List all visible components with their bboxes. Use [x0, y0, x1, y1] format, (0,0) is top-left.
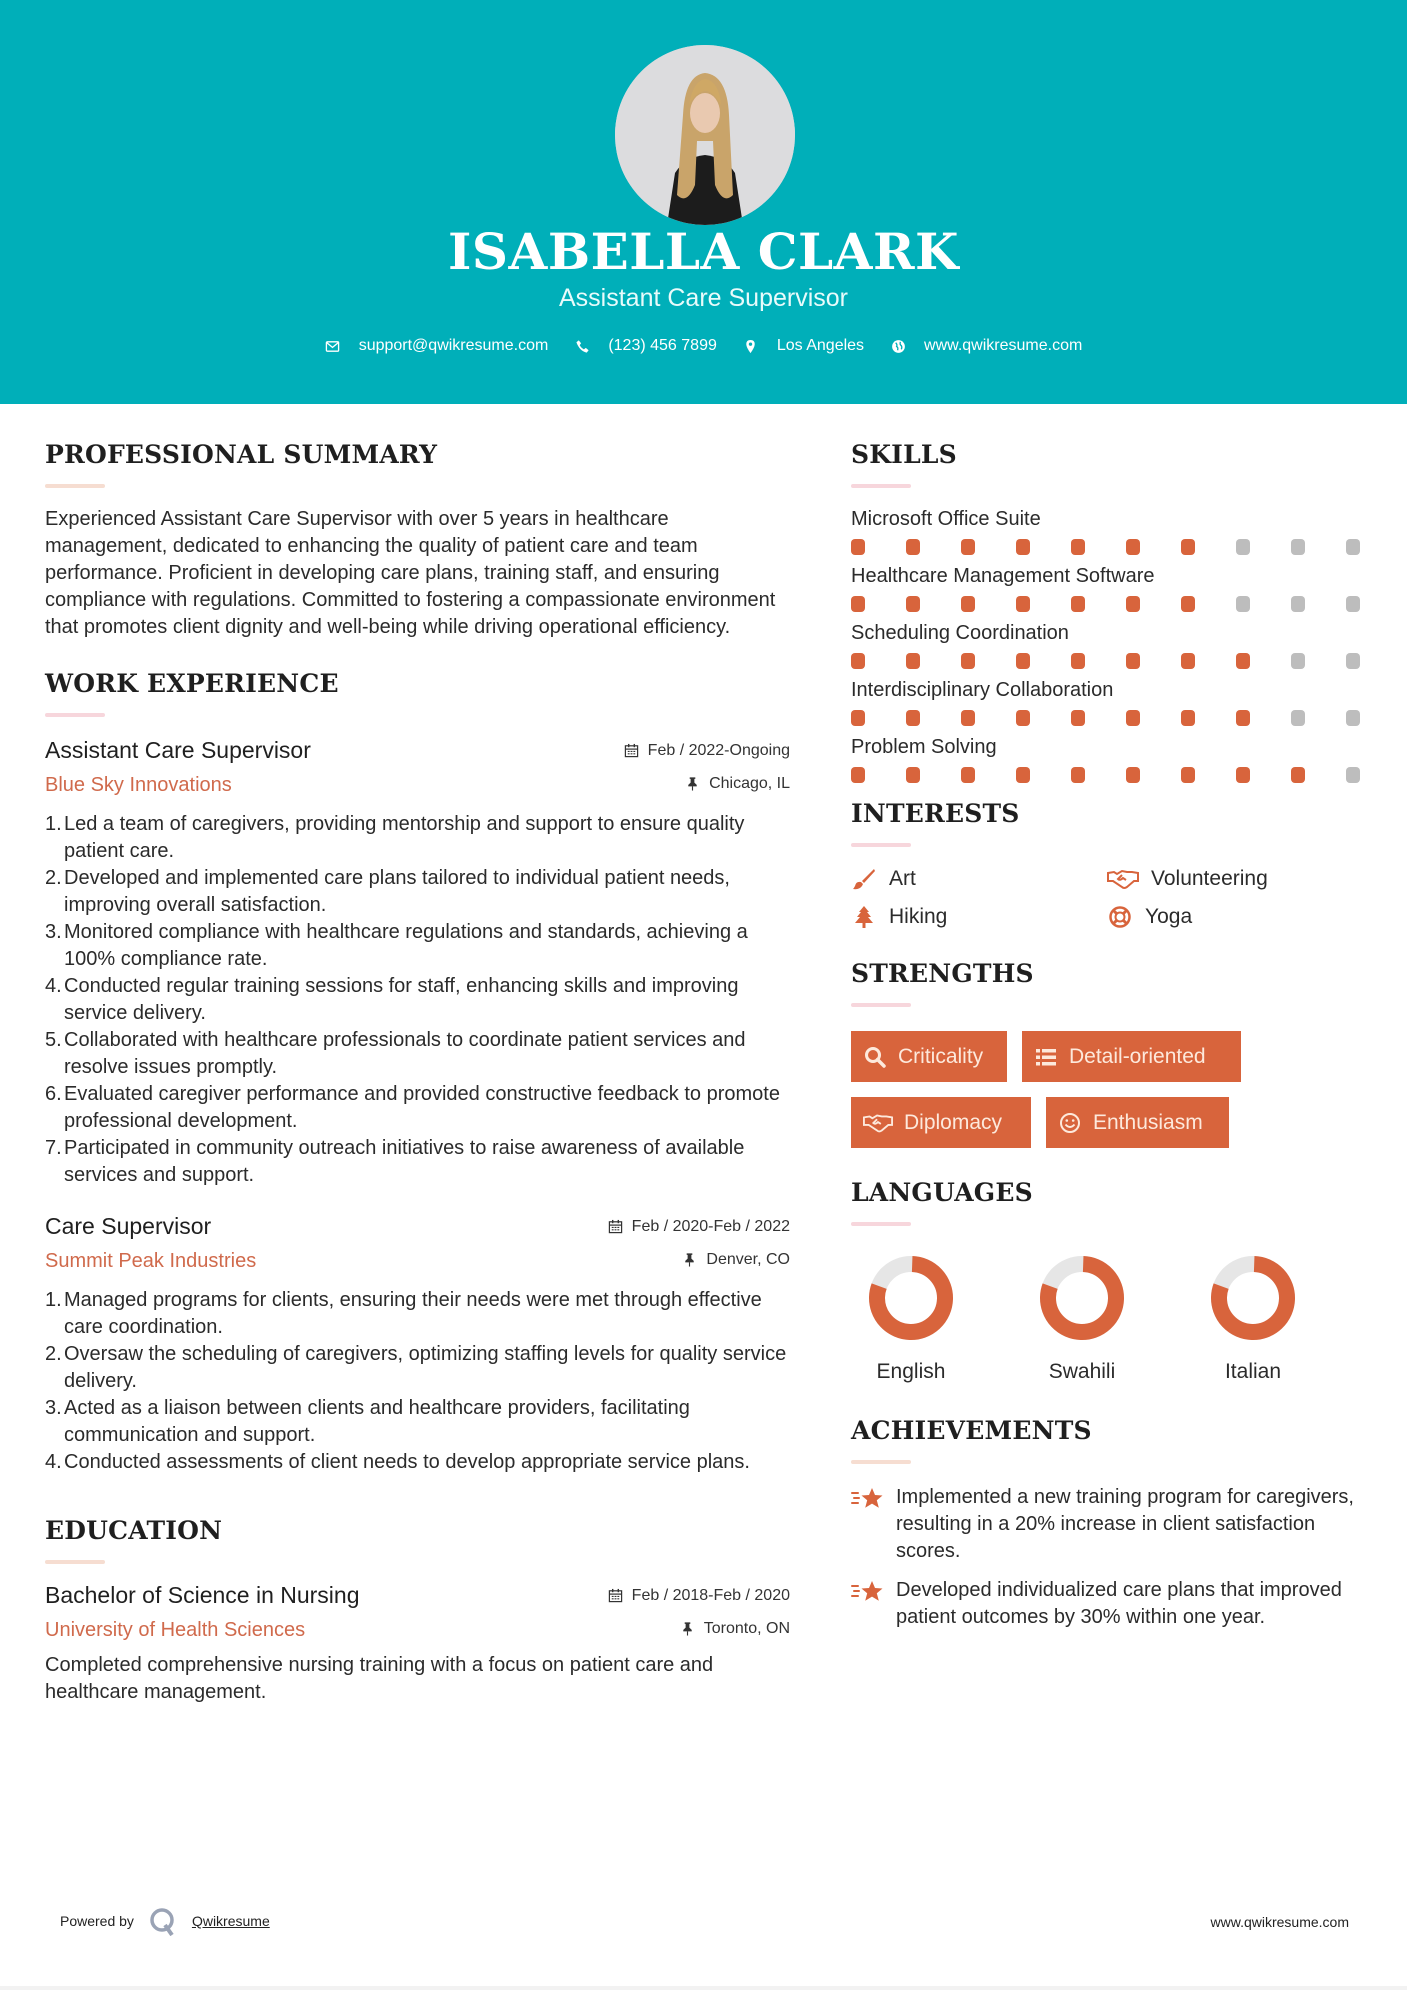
- rating-dot-filled: [906, 539, 920, 555]
- section-divider: [45, 1560, 105, 1564]
- rating-dot-empty: [1236, 596, 1250, 612]
- achievement-text: Implemented a new training program for caregivers, resulting in a 20% increase in client satisfaction scores.: [896, 1486, 1354, 1562]
- rating-dot-filled: [1181, 539, 1195, 555]
- strength-label: Detail-oriented: [1069, 1044, 1206, 1068]
- skill-name: Problem Solving: [851, 736, 997, 758]
- summary-text: Experienced Assistant Care Supervisor with over 5 years in healthcare management, dedicated to enhancing the quality of patient care and team performance. Proficient in developing care plans, training staff, and ensuring compliance with regulations. Committed to fostering a compassionate environment that promotes client dignity and well-being while driving operational efficiency.: [45, 508, 776, 638]
- experience-section: [45, 669, 790, 1476]
- rating-dot-empty: [1346, 767, 1360, 783]
- language-item: [851, 1254, 1022, 1384]
- rating-dot-filled: [1071, 596, 1085, 612]
- rating-dot-empty: [1346, 710, 1360, 726]
- bullet-item: 1. Led a team of caregivers, providing mentorship and support to ensure quality patient care.: [45, 813, 745, 862]
- interest-label: Volunteering: [1151, 867, 1268, 890]
- skill-rating: [851, 539, 1371, 555]
- rating-dot-filled: [961, 539, 975, 555]
- interest-label: Hiking: [889, 905, 948, 928]
- smile-icon: [1058, 1111, 1082, 1135]
- job-entry: [45, 737, 790, 1189]
- strength-badge: [1046, 1097, 1229, 1148]
- education-description: Completed comprehensive nursing training with a focus on patient care and healthcare management.: [45, 1654, 714, 1703]
- skill-name: Microsoft Office Suite: [851, 508, 1041, 530]
- contact-email-text: support@qwikresume.com: [358, 337, 549, 354]
- rating-dot-filled: [851, 710, 865, 726]
- achievement-item: [851, 1577, 1371, 1631]
- interests-grid: [851, 867, 1371, 929]
- strength-badge: [851, 1097, 1031, 1148]
- achievements-section: [851, 1416, 1371, 1631]
- job-location: [685, 775, 790, 793]
- interests-section: [851, 799, 1371, 929]
- bullet-item: 3. Monitored compliance with healthcare regulations and standards, achieving a 100% compliance rate.: [45, 921, 748, 970]
- job-dates: [608, 1218, 790, 1236]
- achievement-item: [851, 1484, 1371, 1565]
- degree-title: Bachelor of Science in Nursing: [45, 1582, 360, 1608]
- strength-label: Enthusiasm: [1093, 1110, 1203, 1134]
- job-location-text: Denver, CO: [706, 1251, 790, 1268]
- experience-title: WORK EXPERIENCE: [45, 669, 339, 698]
- bullet-item: 2. Oversaw the scheduling of caregivers, optimizing staffing levels for quality service delivery.: [45, 1343, 787, 1392]
- interest-label: Art: [889, 867, 916, 890]
- education-title: EDUCATION: [45, 1516, 223, 1545]
- page-bottom-edge: [0, 1986, 1407, 1990]
- job-company: Blue Sky Innovations: [45, 774, 232, 796]
- calendar-icon: [624, 743, 640, 759]
- search-icon: [863, 1045, 887, 1069]
- rating-dot-filled: [1071, 710, 1085, 726]
- star-icon: [851, 1484, 885, 1514]
- skill-rating: [851, 596, 1371, 612]
- education-location-text: Toronto, ON: [703, 1620, 790, 1637]
- rating-dot-filled: [851, 596, 865, 612]
- strengths-list: [851, 1031, 1291, 1148]
- language-name: Italian: [1224, 1360, 1282, 1383]
- rating-dot-filled: [1126, 767, 1140, 783]
- skill-rating: [851, 767, 1371, 783]
- pushpin-icon: [685, 776, 701, 792]
- skill-rating: [851, 653, 1371, 669]
- qwikresume-logo-icon: [148, 1906, 178, 1936]
- summary-title: PROFESSIONAL SUMMARY: [45, 440, 438, 469]
- contact-website[interactable]: [890, 337, 1082, 355]
- profile-photo-image: [615, 45, 795, 225]
- strengths-section: [851, 959, 1371, 1148]
- skill-name: Scheduling Coordination: [851, 622, 1069, 644]
- rating-dot-filled: [1181, 596, 1195, 612]
- bullet-item: 1. Managed programs for clients, ensuring their needs were met through effective care coordination.: [45, 1289, 762, 1338]
- rating-dot-filled: [1126, 596, 1140, 612]
- skill-name: Interdisciplinary Collaboration: [851, 679, 1114, 701]
- education-dates-text: Feb / 2018-Feb / 2020: [631, 1587, 790, 1604]
- job-location-text: Chicago, IL: [709, 775, 790, 792]
- education-entry: [45, 1582, 790, 1706]
- rating-dot-filled: [1181, 653, 1195, 669]
- achievement-text: Developed individualized care plans that improved patient outcomes by 30% within one year.: [896, 1579, 1342, 1628]
- rating-dot-filled: [851, 767, 865, 783]
- interest-item: [851, 905, 1107, 929]
- section-divider: [851, 1460, 911, 1464]
- rating-dot-filled: [851, 653, 865, 669]
- rating-dot-filled: [1016, 710, 1030, 726]
- rating-dot-empty: [1291, 596, 1305, 612]
- rating-dot-filled: [1126, 539, 1140, 555]
- candidate-role: Assistant Care Supervisor: [558, 284, 848, 312]
- achievements-title: ACHIEVEMENTS: [851, 1416, 1092, 1445]
- rating-dot-filled: [1071, 653, 1085, 669]
- contact-email[interactable]: [325, 337, 549, 355]
- powered-by-label: Powered by: [60, 1913, 134, 1929]
- pushpin-icon: [682, 1252, 698, 1268]
- summary-section: [45, 440, 790, 641]
- rating-dot-empty: [1346, 653, 1360, 669]
- right-column: [851, 440, 1371, 1643]
- skill-name: Healthcare Management Software: [851, 565, 1155, 587]
- handshake-icon: [1107, 867, 1139, 891]
- rating-dot-filled: [1071, 767, 1085, 783]
- contact-phone[interactable]: [574, 337, 717, 355]
- interest-label: Yoga: [1145, 905, 1193, 928]
- job-title: Care Supervisor: [45, 1213, 212, 1239]
- calendar-icon: [608, 1219, 624, 1235]
- bullet-item: 5. Collaborated with healthcare professionals to coordinate patient services and resolve issues promptly.: [45, 1029, 746, 1078]
- languages-section: [851, 1178, 1371, 1384]
- header-band: [0, 0, 1407, 404]
- rating-dot-filled: [906, 653, 920, 669]
- tree-icon: [851, 905, 877, 929]
- section-divider: [45, 713, 105, 717]
- bullet-item: 7. Participated in community outreach initiatives to raise awareness of available services and support.: [45, 1137, 745, 1186]
- skill-rating: [851, 710, 1371, 726]
- rating-dot-filled: [961, 596, 975, 612]
- strength-badge: [1022, 1031, 1241, 1082]
- contact-location: [743, 337, 864, 355]
- language-donut-chart: [1209, 1254, 1297, 1342]
- contact-phone-text: (123) 456 7899: [608, 337, 717, 354]
- footer-website-link[interactable]: www.qwikresume.com: [1210, 1914, 1349, 1930]
- rating-dot-filled: [961, 767, 975, 783]
- strength-label: Diplomacy: [904, 1110, 1003, 1134]
- globe-icon: [890, 338, 906, 354]
- rating-dot-filled: [1016, 596, 1030, 612]
- section-divider: [45, 484, 105, 488]
- rating-dot-filled: [1236, 653, 1250, 669]
- rating-dot-filled: [1236, 710, 1250, 726]
- rating-dot-empty: [1346, 539, 1360, 555]
- qwikresume-link[interactable]: Qwikresume: [191, 1913, 270, 1929]
- education-section: [45, 1516, 790, 1706]
- rating-dot-filled: [1126, 653, 1140, 669]
- section-divider: [851, 1003, 911, 1007]
- job-title: Assistant Care Supervisor: [45, 737, 311, 763]
- bullet-item: 4. Conducted assessments of client needs to develop appropriate service plans.: [45, 1451, 750, 1473]
- rating-dot-filled: [1016, 653, 1030, 669]
- powered-by: [60, 1906, 270, 1936]
- envelope-icon: [325, 338, 341, 354]
- bullet-item: 2. Developed and implemented care plans tailored to individual patient needs, improving overall satisfaction.: [45, 867, 730, 916]
- education-location: [680, 1620, 790, 1638]
- paintbrush-icon: [851, 867, 877, 891]
- life-ring-icon: [1107, 905, 1133, 929]
- rating-dot-filled: [906, 767, 920, 783]
- pushpin-icon: [680, 1621, 696, 1637]
- phone-icon: [574, 338, 590, 354]
- language-name: Swahili: [1048, 1360, 1116, 1383]
- candidate-name: ISABELLA CLARK: [448, 222, 959, 281]
- rating-dot-filled: [906, 710, 920, 726]
- job-dates-text: Feb / 2020-Feb / 2022: [631, 1218, 790, 1235]
- strength-label: Criticality: [898, 1044, 984, 1068]
- section-divider: [851, 484, 911, 488]
- rating-dot-filled: [1181, 710, 1195, 726]
- interest-item: [1107, 867, 1347, 891]
- job-dates-text: Feb / 2022-Ongoing: [647, 742, 790, 759]
- job-entry: [45, 1213, 790, 1476]
- rating-dot-empty: [1291, 710, 1305, 726]
- job-location: [682, 1251, 790, 1269]
- rating-dot-filled: [851, 539, 865, 555]
- profile-photo: [615, 45, 795, 225]
- bullet-item: 6. Evaluated caregiver performance and provided constructive feedback to promote professional development.: [45, 1083, 780, 1132]
- language-donut-chart: [867, 1254, 955, 1342]
- language-item: [1193, 1254, 1364, 1384]
- rating-dot-filled: [1016, 539, 1030, 555]
- contact-location-text: Los Angeles: [776, 337, 865, 354]
- star-icon: [851, 1577, 885, 1607]
- interest-item: [1107, 905, 1347, 929]
- map-marker-icon: [743, 338, 759, 354]
- job-bullets: [45, 1287, 790, 1476]
- contact-row: [0, 337, 1407, 355]
- bullet-item: 3. Acted as a liaison between clients and healthcare providers, facilitating communication and support.: [45, 1397, 690, 1446]
- rating-dot-filled: [906, 596, 920, 612]
- left-column: [45, 440, 790, 1706]
- languages-title: LANGUAGES: [851, 1178, 1033, 1207]
- strengths-title: STRENGTHS: [851, 959, 1034, 988]
- rating-dot-filled: [1291, 767, 1305, 783]
- job-dates: [624, 742, 790, 760]
- language-name: English: [876, 1360, 946, 1383]
- interest-item: [851, 867, 1107, 891]
- strength-badge: [851, 1031, 1007, 1082]
- interests-title: INTERESTS: [851, 799, 1020, 828]
- contact-website-text: www.qwikresume.com: [924, 337, 1083, 354]
- rating-dot-empty: [1346, 596, 1360, 612]
- rating-dot-filled: [1236, 767, 1250, 783]
- list-icon: [1034, 1045, 1058, 1069]
- rating-dot-filled: [1016, 767, 1030, 783]
- section-divider: [851, 1222, 911, 1226]
- rating-dot-filled: [961, 710, 975, 726]
- handshake-icon: [863, 1111, 893, 1135]
- footer: [0, 1900, 1407, 1940]
- rating-dot-empty: [1236, 539, 1250, 555]
- languages-list: [851, 1254, 1371, 1384]
- rating-dot-empty: [1291, 653, 1305, 669]
- bullet-item: 4. Conducted regular training sessions for staff, enhancing skills and improving service delivery.: [45, 975, 739, 1024]
- rating-dot-filled: [1071, 539, 1085, 555]
- language-item: [1022, 1254, 1193, 1384]
- calendar-icon: [608, 1588, 624, 1604]
- rating-dot-filled: [961, 653, 975, 669]
- section-divider: [851, 843, 911, 847]
- skills-title: SKILLS: [851, 440, 957, 469]
- rating-dot-filled: [1126, 710, 1140, 726]
- language-donut-chart: [1038, 1254, 1126, 1342]
- skills-list: [851, 506, 1371, 783]
- job-company: Summit Peak Industries: [45, 1250, 257, 1272]
- skills-section: [851, 440, 1371, 783]
- job-bullets: [45, 811, 790, 1189]
- education-dates: [608, 1587, 790, 1605]
- school-name: University of Health Sciences: [45, 1619, 306, 1641]
- rating-dot-empty: [1291, 539, 1305, 555]
- rating-dot-filled: [1181, 767, 1195, 783]
